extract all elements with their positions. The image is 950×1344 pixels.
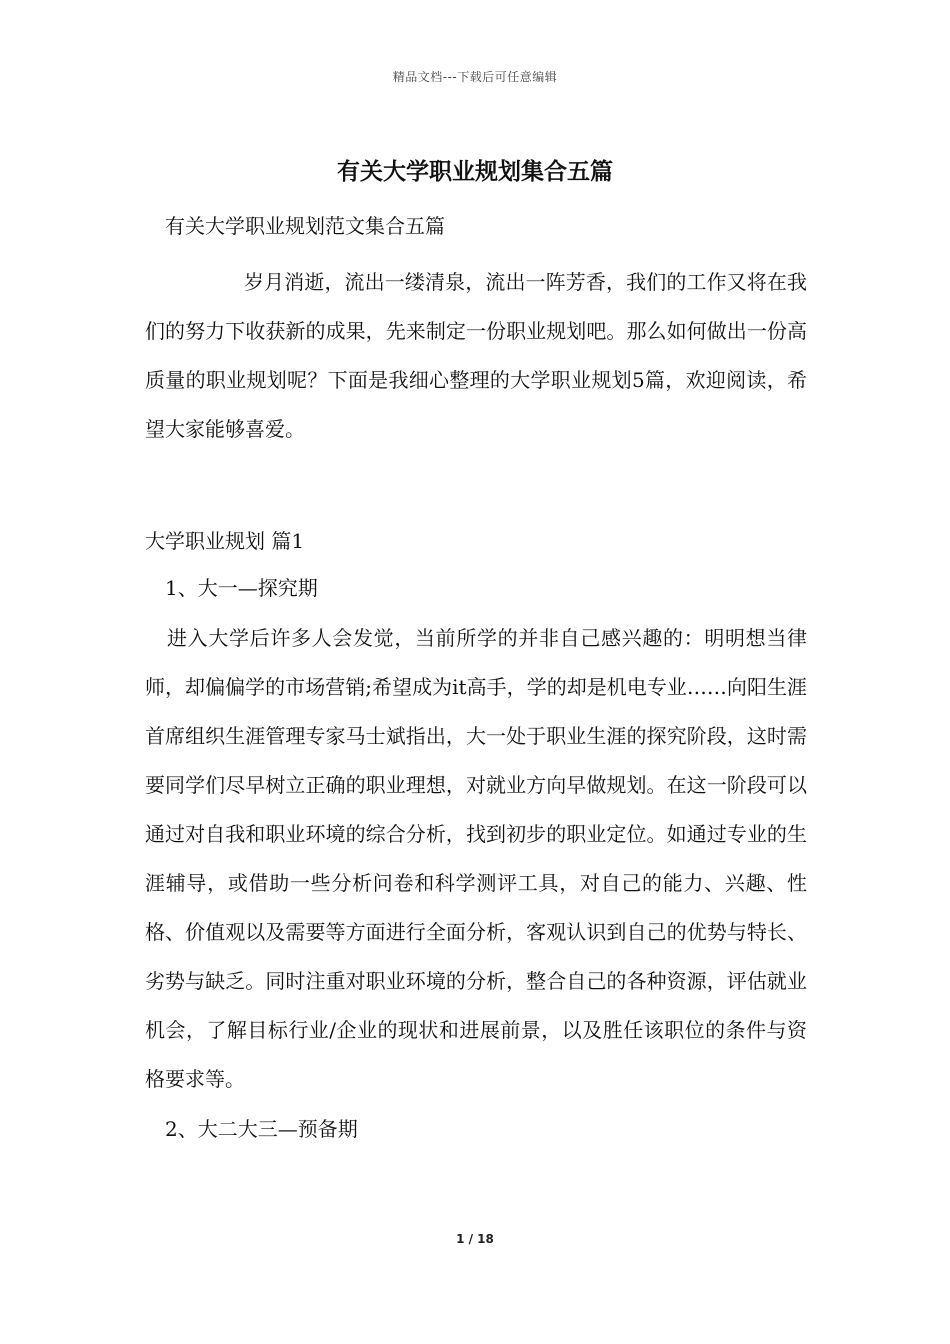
item-heading-2: 2、大二大三—预备期 [165, 1117, 358, 1141]
item-heading-1: 1、大一—探究期 [165, 576, 318, 600]
header-note: 精品文档---下载后可任意编辑 [392, 70, 558, 84]
document-title: 有关大学职业规划集合五篇 [337, 159, 613, 185]
page-number: 1 / 18 [456, 1232, 494, 1246]
section-heading: 大学职业规划 篇1 [145, 529, 305, 553]
item-1-paragraph: 进入大学后许多人会发觉，当前所学的并非自己感兴趣的：明明想当律师，却偏偏学的市场营销;希望成为it高手，学的却是机电专业……向阳生涯首席组织生涯管理专家马士斌指出，大一处于职业生涯的探究阶段，这时需要同学们尽早树立正确的职业理想，对就业方向早做规划。在这一阶段可以通过对自我和职业环境的综合分析，找到初步的职业定位。如通过专业的生涯辅导，或借助一些分析问卷和科学测评工具，对自己的能力、兴趣、性格、价值观以及需要等方面进行全面分析，客观认识到自己的优势与特长、劣势与缺乏。同时注重对职业环境的分析，整合自己的各种资源，评估就业机会，了解目标行业/企业的现状和进展前景，以及胜任该职位的条件与资格要求等。 [145, 626, 807, 1091]
document-subtitle: 有关大学职业规划范文集合五篇 [165, 214, 445, 238]
intro-paragraph: 岁月消逝，流出一缕清泉，流出一阵芳香，我们的工作又将在我们的努力下收获新的成果，先来制定一份职业规划吧。那么如何做出一份高质量的职业规划呢？下面是我细心整理的大学职业规划5篇，欢迎阅读，希望大家能够喜爱。 [145, 270, 807, 441]
document-body [145, 208, 807, 1147]
